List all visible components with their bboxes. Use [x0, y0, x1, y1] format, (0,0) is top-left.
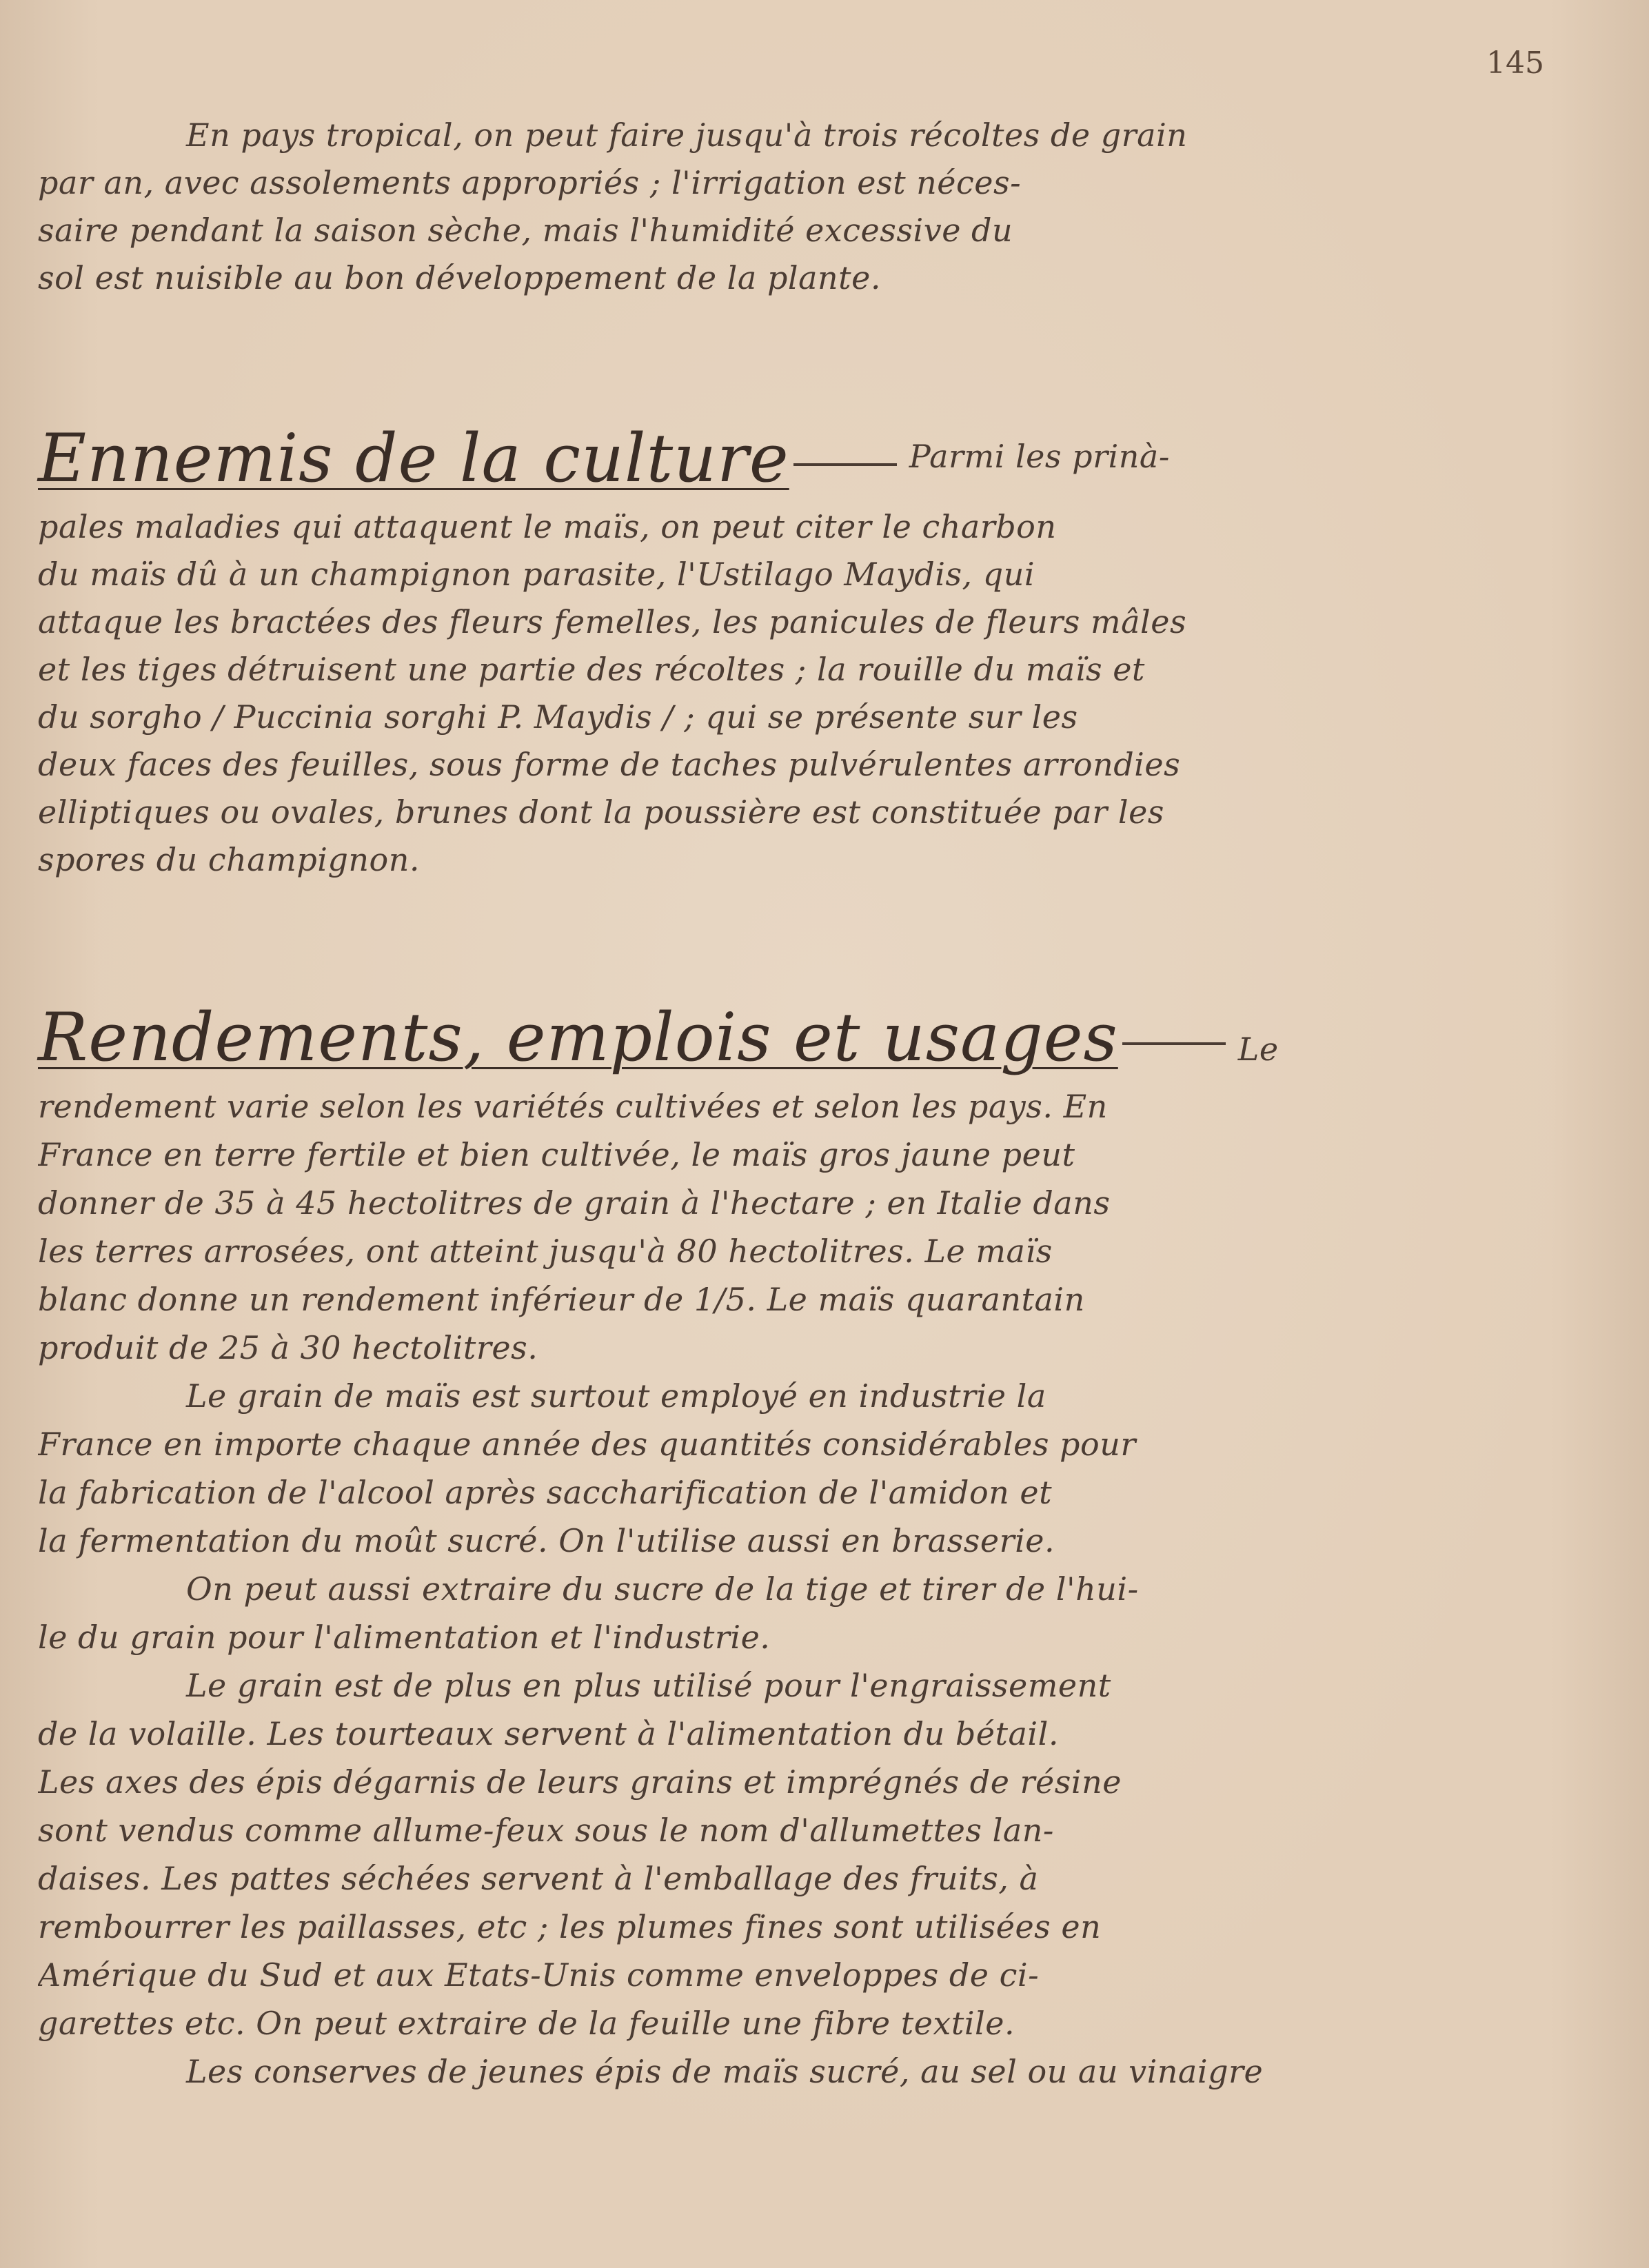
text-line: attaque les bractées des fleurs femelles, les panicules de fleurs mâles — [38, 603, 1187, 640]
text-line: France en importe chaque année des quantités considérables pour — [38, 1426, 1136, 1463]
text-line: la fermentation du moût sucré. On l'utilise aussi en brasserie. — [38, 1522, 1055, 1559]
section-heading-line — [38, 993, 1541, 1082]
text-line: sol est nuisible au bon développement de la plante. — [38, 259, 881, 296]
text-line: du maïs dû à un champignon parasite, l'Ustilago Maydis, qui — [38, 556, 1035, 593]
text-line: de la volaille. Les tourteaux servent à l'alimentation du bétail. — [38, 1715, 1059, 1752]
text-line: Amérique du Sud et aux Etats-Unis comme enveloppes de ci- — [38, 1956, 1040, 1994]
text-line: rendement varie selon les variétés cultivées et selon les pays. En — [38, 1088, 1108, 1125]
text-line: les terres arrosées, ont atteint jusqu'à 80 hectolitres. Le maïs — [38, 1233, 1053, 1270]
text-line: pales maladies qui attaquent le maïs, on peut citer le charbon — [38, 508, 1057, 545]
text-line: la fabrication de l'alcool après saccharification de l'amidon et — [38, 1474, 1053, 1511]
text-line: Le grain est de plus en plus utilisé pour l'engraissement — [186, 1667, 1111, 1704]
text-line: sont vendus comme allume-feux sous le nom d'allumettes lan- — [38, 1812, 1054, 1849]
heading-dash — [1122, 1042, 1226, 1045]
text-line: et les tiges détruisent une partie des récoltes ; la rouille du maïs et — [38, 651, 1145, 688]
text-line: spores du champignon. — [38, 841, 420, 878]
text-line: On peut aussi extraire du sucre de la tige et tirer de l'hui- — [186, 1570, 1139, 1608]
text-line: donner de 35 à 45 hectolitres de grain à l'hectare ; en Italie dans — [38, 1184, 1111, 1222]
heading-continuation: Parmi les prinà- — [909, 438, 1170, 475]
text-line: par an, avec assolements appropriés ; l'irrigation est néces- — [38, 164, 1022, 201]
text-line: du sorgho / Puccinia sorghi P. Maydis / ; qui se présente sur les — [38, 698, 1078, 736]
text-line: Les axes des épis dégarnis de leurs grains et imprégnés de résine — [38, 1763, 1122, 1801]
section-heading-line — [38, 414, 1541, 503]
text-line: deux faces des feuilles, sous forme de taches pulvérulentes arrondies — [38, 746, 1181, 783]
text-line: Les conserves de jeunes épis de maïs sucré, au sel ou au vinaigre — [186, 2053, 1264, 2090]
section-ennemis — [38, 414, 1541, 884]
text-line: Le grain de maïs est surtout employé en industrie la — [186, 1377, 1046, 1415]
text-line: blanc donne un rendement inférieur de 1/5. Le maïs quarantain — [38, 1281, 1085, 1318]
section-rendements — [38, 993, 1541, 2096]
section-heading: Ennemis de la culture — [38, 420, 789, 497]
page-number: 145 — [1486, 45, 1544, 81]
text-line: rembourrer les paillasses, etc ; les plumes fines sont utilisées en — [38, 1908, 1102, 1945]
text-line: elliptiques ou ovales, brunes dont la poussière est constituée par les — [38, 793, 1164, 831]
heading-dash — [793, 463, 897, 466]
text-line: produit de 25 à 30 hectolitres. — [38, 1329, 538, 1366]
text-line: France en terre fertile et bien cultivée, le maïs gros jaune peut — [38, 1136, 1075, 1173]
text-line: En pays tropical, on peut faire jusqu'à trois récoltes de grain — [186, 117, 1188, 154]
section-heading: Rendements, emplois et usages — [38, 999, 1118, 1076]
text-line: daises. Les pattes séchées servent à l'emballage des fruits, à — [38, 1860, 1039, 1897]
heading-continuation: Le — [1237, 1031, 1279, 1068]
text-line: le du grain pour l'alimentation et l'industrie. — [38, 1619, 771, 1656]
text-line: saire pendant la saison sèche, mais l'humidité excessive du — [38, 212, 1013, 249]
intro-paragraph — [38, 112, 1541, 302]
text-line: garettes etc. On peut extraire de la feuille une fibre textile. — [38, 2005, 1015, 2042]
